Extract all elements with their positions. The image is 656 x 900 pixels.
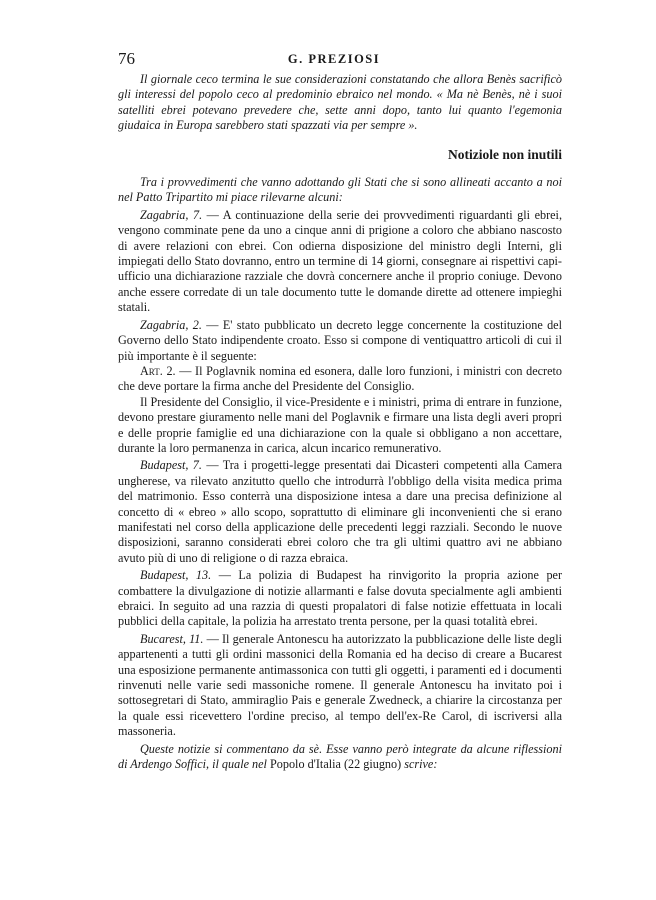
page-body <box>118 72 562 772</box>
newspaper-name: Popolo d'Italia <box>270 757 341 772</box>
news-dateline: Bucarest, 11. <box>140 631 204 646</box>
news-dateline: Zagabria, 2. <box>140 317 202 332</box>
section-heading: Notiziole non inutili <box>447 146 562 162</box>
news-dateline: Budapest, 7. <box>140 458 202 473</box>
news-text: — A continuazione della serie dei provvedimenti riguardanti gli ebrei, vengono comminate pene da uno a cinque anni di prigione a coloro che abbiano nascosto di avere relazioni con ebrei. Con odierna disposizione del ministro degli Interni, gli impiegati dello Stato dovranno, entro un termine di 14 giorni, consegnare ai rispettivi capi-ufficio una dichiarazione razziale che dovrà concernere anche il proprio coniuge. Devono anche essere corredate di un tale documento tutte le domande dirette ad ottenere impieghi statali. <box>118 207 562 315</box>
news-dateline: Zagabria, 7. <box>140 207 203 222</box>
news-item <box>118 208 562 316</box>
news-dateline: Budapest, 13. <box>140 568 212 583</box>
closing-text: Queste notizie si commentano da sè. Esse vanno però integrate da alcune riflessioni di Ardengo Soffici, il quale nel <box>118 741 562 772</box>
news-item <box>118 632 562 740</box>
news-item <box>118 458 562 566</box>
news-item <box>118 568 562 630</box>
article-text: — Il Poglavnik nomina ed esonera, dalle loro funzioni, i ministri con decreto che deve portare la firma anche del Presidente del Consiglio. <box>118 363 562 394</box>
news-item <box>118 318 562 364</box>
closing-verb: scrive: <box>404 757 438 772</box>
closing-paragraph <box>118 742 562 773</box>
running-head-title: G. PREZIOSI <box>287 52 381 66</box>
news-text: — Tra i progetti-legge presentati dai Dicasteri competenti alla Camera ungherese, va rilevato anzitutto quello che introdurrà l'obbligo della visita medica prima del matrimonio. Esso conterrà una disposizione intesa a dare una precisa definizione al concetto di « ebreo » allo scopo, soprattutto di eliminare gli inconvenienti che si erano manifestati nel corso della applicazione delle precedenti leggi razziali. Secondo le nuove disposizioni, saranno considerati ebrei coloro che tra gli ultimi quattro avi ne abbiano avuto più di uno di religione o di razza ebraica. <box>118 458 562 565</box>
page-number: 76 <box>118 49 135 68</box>
intro-paragraph: Il giornale ceco termina le sue considerazioni constatando che allora Benès sacrificò gli interessi del popolo ceco al predominio ebraico nel mondo. « Ma nè Benès, nè i suoi satelliti ebrei potevano prevedere che, sette anni dopo, tanto lui quanto l'egemonia giudaica in Europa sarebbero stati spazzati via per sempre ». <box>118 72 562 133</box>
article-label: Art. 2. <box>140 363 176 378</box>
closing-date: (22 giugno) <box>340 757 405 772</box>
running-head <box>118 49 550 71</box>
article-paragraph-2: Il Presidente del Consiglio, il vice-Presidente e i ministri, prima di entrare in funzione, devono prestare giuramento nelle mani del Poglavnik e firmare una lista degli averi propri e delle proprie famiglie ed una dichiarazione con la quale si obbligano a non accettare, durante la loro permanenza in carica, alcun incarico remunerativo. <box>118 394 562 455</box>
news-text: — Il generale Antonescu ha autorizzato la pubblicazione delle liste degli appartenenti a tutti gli ordini massonici della Romania ed ha deciso di creare a Bucarest una esposizione permanente antimassonica con tutti gli oggetti, i paramenti ed i documenti rinvenuti nelle varie sedi massoniche romene. Il generale Antonescu ha invitato poi i sottosegretari di Stato, ammiraglio Pais e generale Zwedneck, a chiarire la circostanza per la quale essi ricevettero l'ordine preciso, al tempo dell'ex-Re Carol, di iscriversi alla massoneria. <box>118 631 562 739</box>
news-text: — E' stato pubblicato un decreto legge concernente la costituzione del Governo dello Stato indipendente croato. Esso si compone di ventiquattro articoli di cui il più importante è il seguente: <box>118 317 562 363</box>
section-lead: Tra i provvedimenti che vanno adottando gli Stati che si sono allineati accanto a noi nel Patto Tripartito mi piace rilevarne alcuni: <box>118 175 562 205</box>
news-text: — La polizia di Budapest ha rinvigorito la propria azione per combattere la divulgazione di notizie allarmanti e false dovuta specialmente agli ambienti ebraici. In seguito ad una razzia di questi propalatori di false notizie effettuata in locali pubblici della capitale, la polizia ha arrestato trenta persone, per la quasi totalità ebrei. <box>118 568 563 629</box>
article-paragraph <box>118 364 562 395</box>
